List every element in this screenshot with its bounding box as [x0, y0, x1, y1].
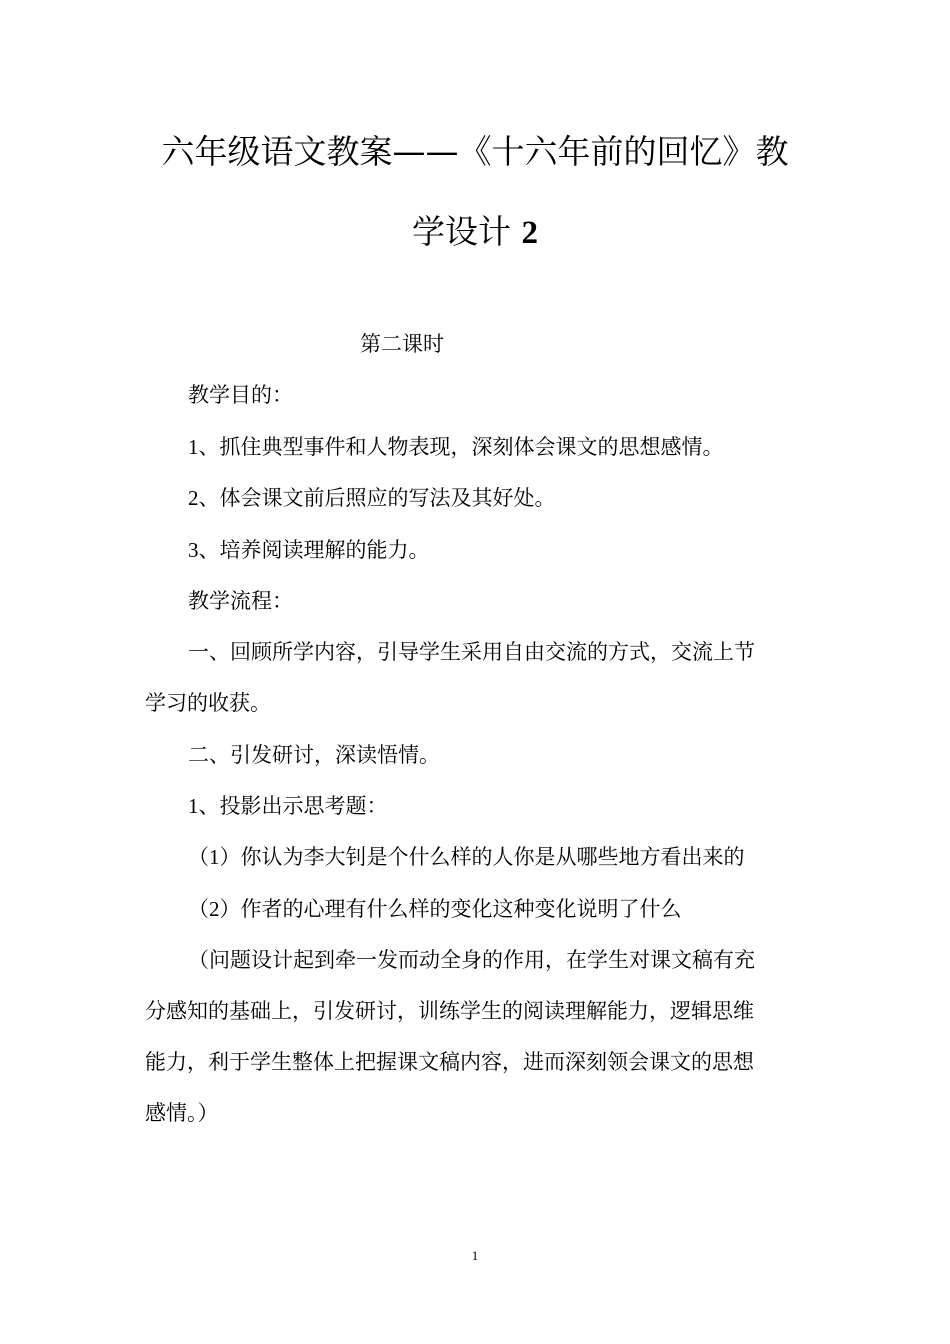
objective-number: 1	[188, 435, 199, 459]
note-line: 感情。）	[145, 1101, 219, 1125]
objective-text: 、抓住典型事件和人物表现，深刻体会课文的思想感情。	[198, 435, 724, 459]
step-2-item	[188, 791, 838, 821]
title-line-2: 学设计	[412, 212, 511, 251]
objective-item	[188, 432, 838, 462]
note-line: （问题设计起到牵一发而动全身的作用，在学生对课文稿有充	[188, 948, 755, 972]
question-item: （1）你认为李大钊是个什么样的人你是从哪些地方看出来的	[188, 845, 745, 869]
question-text: 你认为李大钊是个什么样的人你是从哪些地方看出来的	[240, 845, 745, 869]
page-number: 1	[471, 1248, 479, 1263]
question-text: 作者的心理有什么样的变化这种变化说明了什么	[240, 897, 682, 921]
question-item: （2）作者的心理有什么样的变化这种变化说明了什么	[188, 897, 682, 921]
question-number: 1	[209, 845, 220, 869]
objectives-heading: 教学目的：	[188, 383, 293, 407]
process-heading: 教学流程：	[188, 589, 293, 613]
objective-item	[188, 535, 838, 565]
objective-item	[188, 483, 838, 513]
step-2-heading: 二、引发研讨，深读悟情。	[188, 743, 440, 767]
step-2-item-number: 1	[188, 794, 199, 818]
document-title	[145, 112, 805, 273]
step-2-item-text: 、投影出示思考题：	[198, 794, 388, 818]
title-number: 2	[521, 215, 538, 251]
objective-number: 2	[188, 486, 199, 510]
objective-number: 3	[188, 538, 199, 562]
step-1-line-2: 学习的收获。	[145, 691, 271, 715]
note-line: 分感知的基础上，引发研讨，训练学生的阅读理解能力，逻辑思维	[145, 999, 754, 1023]
objective-text: 、体会课文前后照应的写法及其好处。	[198, 486, 556, 510]
step-1-line-1: 一、回顾所学内容，引导学生采用自由交流的方式，交流上节	[188, 640, 755, 664]
objective-text: 、培养阅读理解的能力。	[198, 538, 430, 562]
note-line: 能力，利于学生整体上把握课文稿内容，进而深刻领会课文的思想	[145, 1050, 754, 1074]
question-number: 2	[209, 897, 220, 921]
lesson-label: 第二课时	[360, 332, 444, 356]
title-line-1: 六年级语文教案——《十六年前的回忆》教	[161, 132, 789, 171]
